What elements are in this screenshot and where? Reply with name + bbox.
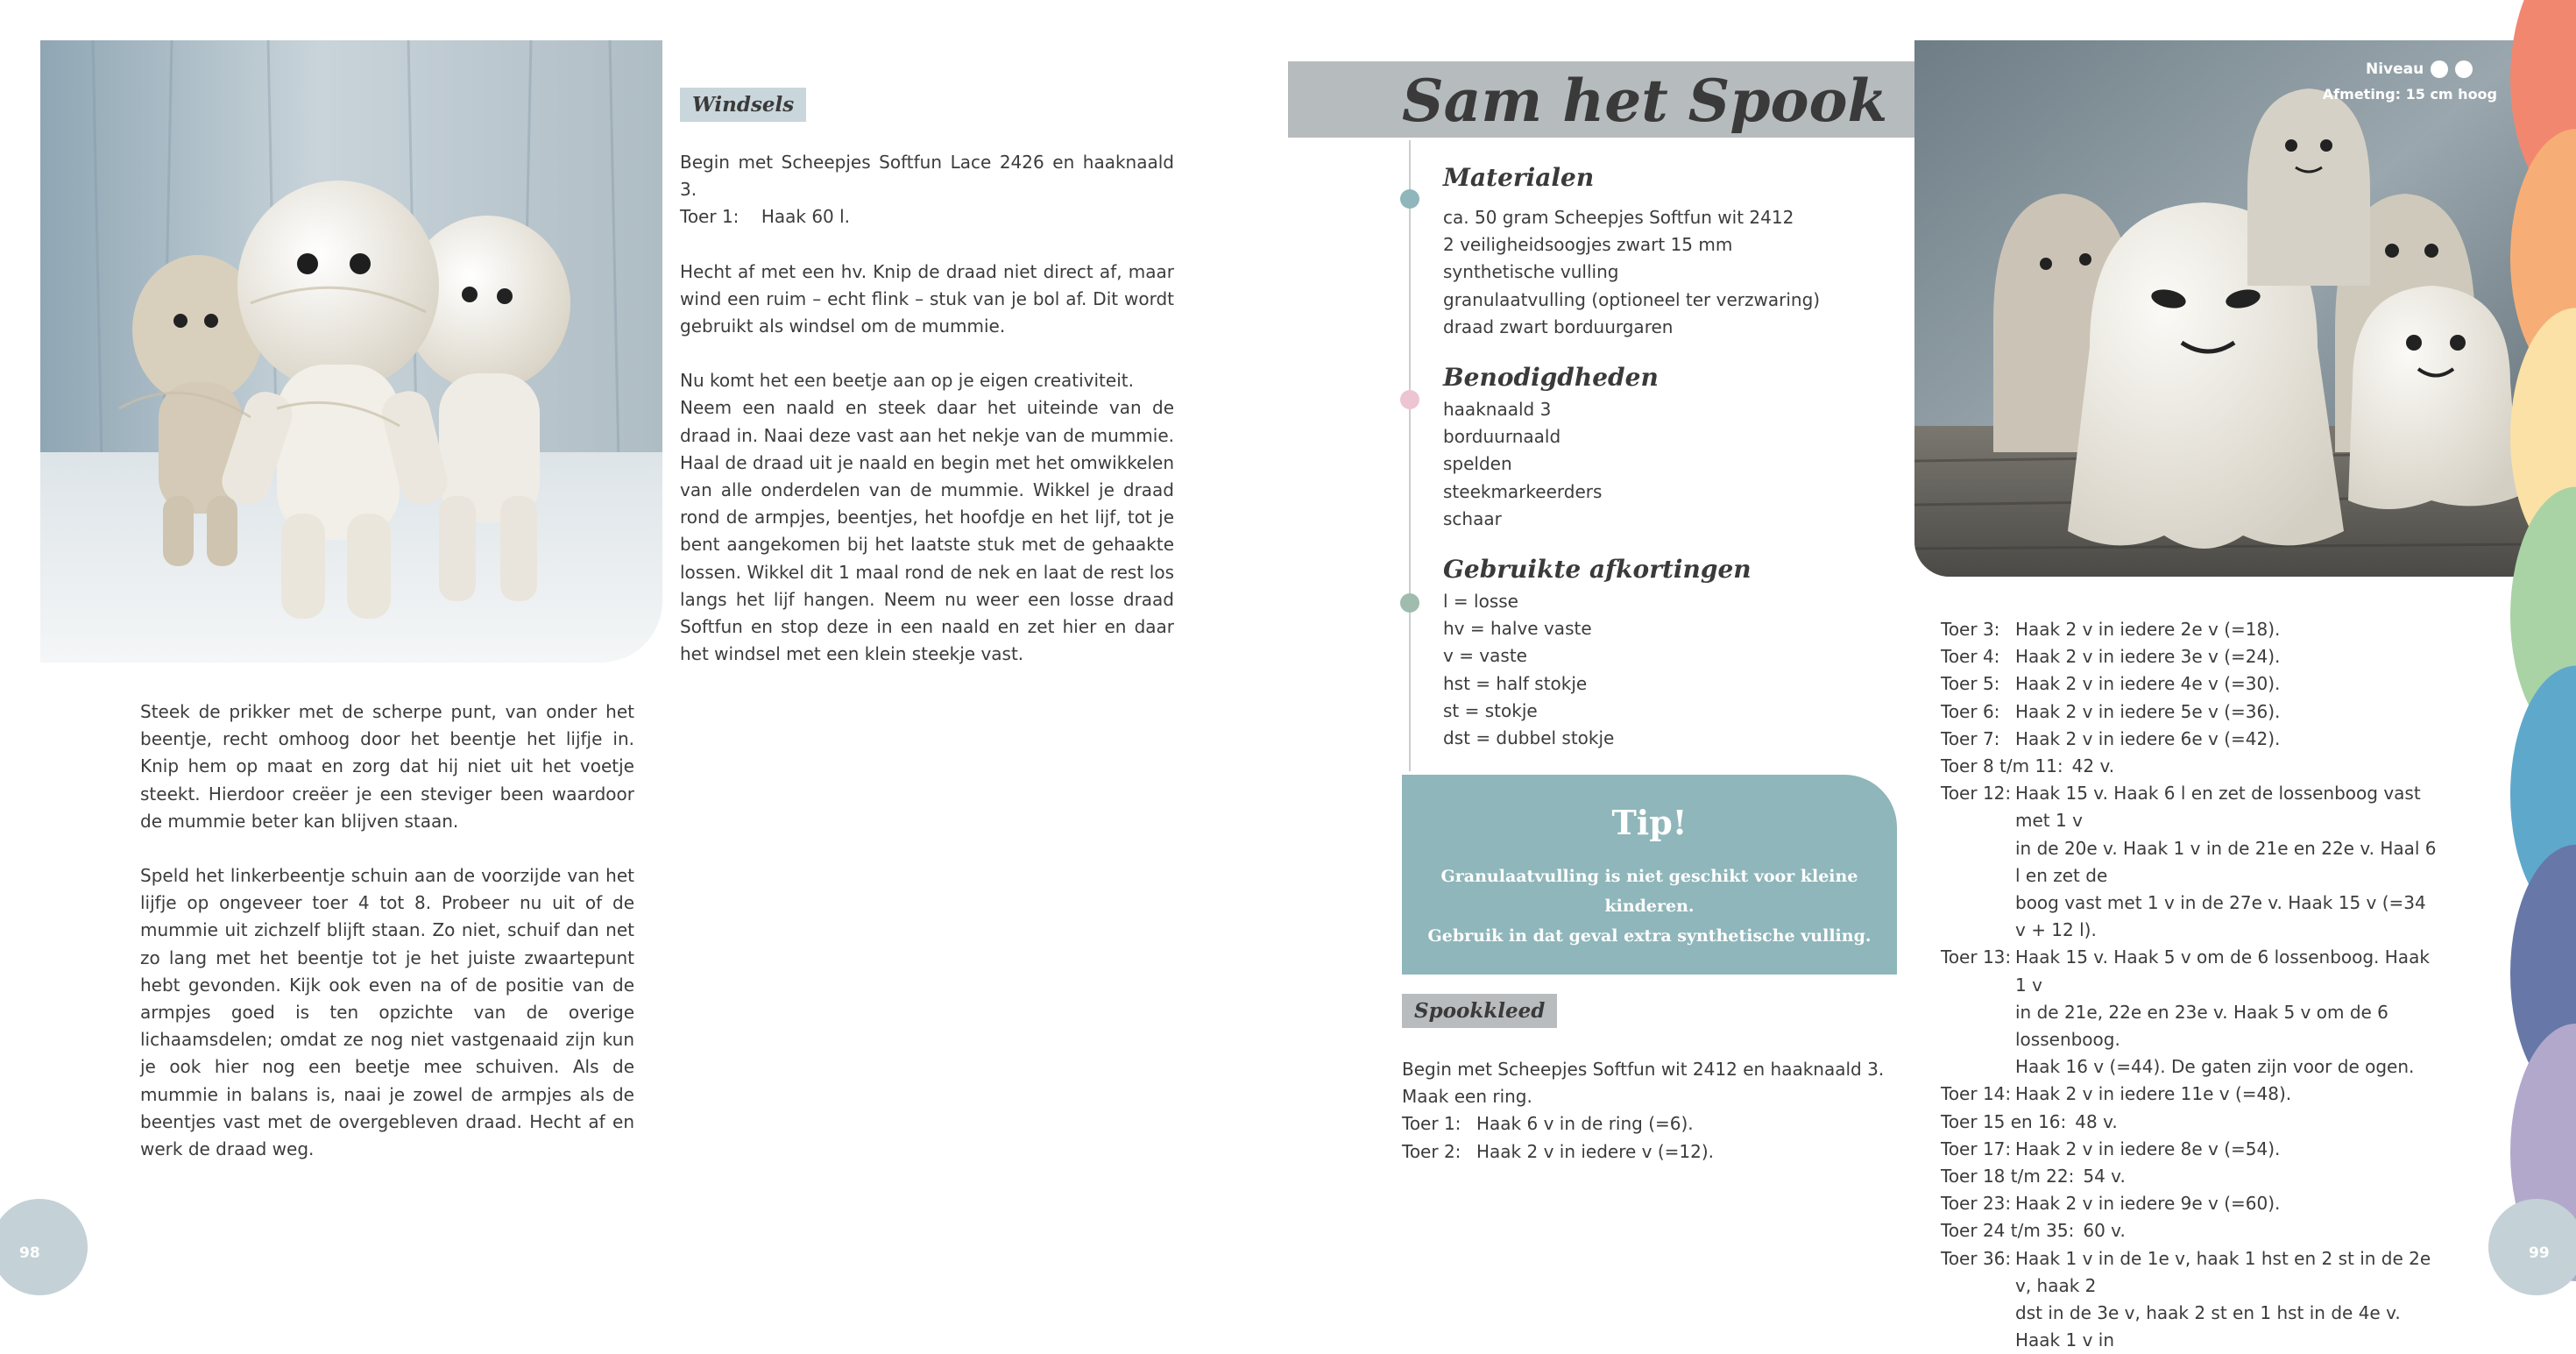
- mummies-photo: [40, 40, 662, 663]
- materialen-item: draad zwart borduurgaren: [1443, 315, 1674, 337]
- spookkleed-text: [1402, 1056, 1897, 1166]
- toer-text-line: dst in de 3e v, haak 2 st en 1 hst in de 4e v. Haak 1 v in: [2015, 1302, 2401, 1351]
- toer-text: [2083, 1217, 2125, 1244]
- toer-text: [2015, 1245, 2440, 1354]
- benodigdheden-item: schaar: [1443, 507, 1502, 529]
- toer-text: [2015, 1081, 2291, 1108]
- afmeting-label: Afmeting: 15 cm hoog: [2322, 86, 2497, 103]
- toer-label: Toer 23:: [1941, 1193, 2012, 1215]
- afkorting-item: v = vaste: [1443, 645, 1527, 667]
- materialen-item: granulaatvulling (optioneel ter verzwaring): [1443, 288, 1821, 310]
- toer-label: Toer 1:: [1402, 1113, 1461, 1135]
- toer-row: [1941, 616, 2440, 643]
- toer-text: [2072, 753, 2114, 780]
- toer-text: [2015, 1136, 2280, 1163]
- toer-row: [1941, 726, 2440, 753]
- toer-label: Toer 24 t/m 35:: [1941, 1220, 2075, 1242]
- spookkleed-intro-1: Begin met Scheepjes Softfun wit 2412 en haaknaald 3.: [1402, 1059, 1885, 1080]
- spookkleed-tag: Spookkleed: [1402, 994, 1557, 1028]
- niveau-indicator: [2366, 58, 2473, 81]
- afkorting-item: st = stokje: [1443, 699, 1538, 721]
- toeren-list: [1941, 616, 2440, 1354]
- benodigdheden-item: spelden: [1443, 453, 1512, 475]
- benodigdheden-dot: [1400, 390, 1419, 409]
- toer-label: Toer 13:: [1941, 946, 2012, 968]
- page-title: Sam het Spook: [1402, 67, 1888, 135]
- toer-label: Toer 14:: [1941, 1083, 2012, 1105]
- windsels-line-2: Toer 1: Haak 60 l.: [680, 206, 851, 228]
- toer-text-line: 48 v.: [2075, 1110, 2118, 1132]
- toer-text: Haak 2 v in iedere v (=12).: [1476, 1140, 1715, 1162]
- toer-label: Toer 6:: [1941, 700, 2000, 722]
- toer-row: [1402, 1138, 1897, 1166]
- page-number-left: [0, 1199, 88, 1295]
- toer-text: [2015, 643, 2280, 670]
- toer-text-line: Haak 2 v in iedere 11e v (=48).: [2015, 1083, 2292, 1105]
- materialen-list: [1443, 204, 1899, 341]
- toer-text: [2015, 1190, 2280, 1217]
- toer-row: [1941, 753, 2440, 780]
- tip-line-2: Gebruik in dat geval extra synthetische vulling.: [1427, 926, 1872, 946]
- toer-label: Toer 18 t/m 22:: [1941, 1166, 2075, 1187]
- benodigdheden-item: haaknaald 3: [1443, 399, 1552, 420]
- windsels-line-creativiteit: Nu komt het een beetje aan op je eigen creativiteit.: [680, 370, 1134, 392]
- toer-row: [1941, 1136, 2440, 1163]
- toer-text-line: Haak 2 v in iedere 9e v (=60).: [2015, 1193, 2281, 1215]
- toer-row: [1941, 944, 2440, 1081]
- toer-text: Haak 6 v in de ring (=6).: [1476, 1113, 1694, 1135]
- toer-text-line: 54 v.: [2083, 1166, 2126, 1187]
- toer-text-line: Haak 2 v in iedere 5e v (=36).: [2015, 700, 2281, 722]
- toer-text-line: in de 21e, 22e en 23e v. Haak 5 v om de 6 lossenboog.: [2015, 1001, 2388, 1051]
- afkorting-item: hst = half stokje: [1443, 672, 1588, 694]
- toer-row: [1402, 1110, 1897, 1138]
- toer-label: Toer 3:: [1941, 619, 2000, 640]
- toer-label: Toer 8 t/m 11:: [1941, 755, 2063, 777]
- toer-row: [1941, 780, 2440, 944]
- prikker-paragraph: Steek de prikker met de scherpe punt, van onder het beentje, recht omhoog door het beentje het lijfje in. Knip hem op maat en zorg dat hij niet uit het voetje steekt. Hierdoor creëer je een steviger been waardoor de mummie beter kan blijven staan.: [140, 701, 634, 832]
- toer-row: [1941, 670, 2440, 698]
- toer-text-line: Haak 16 v (=44). De gaten zijn voor de ogen.: [2015, 1056, 2415, 1078]
- toer-text: [2075, 1109, 2117, 1136]
- toer-text-line: in de 20e v. Haak 1 v in de 21e en 22e v. Haal 6 l en zet de: [2015, 837, 2437, 886]
- afkortingen-dot: [1400, 593, 1419, 613]
- afkorting-item: l = losse: [1443, 591, 1518, 612]
- niveau-dot-2: [2455, 60, 2473, 78]
- materialen-item: synthetische vulling: [1443, 261, 1619, 283]
- toer-text-line: Haak 15 v. Haak 6 l en zet de lossenboog vast met 1 v: [2015, 783, 2421, 832]
- toer-text: [2015, 944, 2440, 1081]
- toer-text: [2015, 726, 2280, 753]
- afkortingen-list: [1443, 588, 1794, 752]
- toer-label: Toer 17:: [1941, 1138, 2012, 1159]
- toer-text: [2015, 698, 2280, 726]
- tip-heading: Tip!: [1611, 803, 1688, 842]
- benodigdheden-list: [1443, 396, 1794, 533]
- page-number-right: [2488, 1199, 2576, 1295]
- toer-label: Toer 5:: [1941, 673, 2000, 695]
- materialen-dot: [1400, 189, 1419, 209]
- tip-line-1: Granulaatvulling is niet geschikt voor kleine kinderen.: [1440, 867, 1858, 916]
- afkorting-item: hv = halve vaste: [1443, 618, 1592, 640]
- toer-row: [1941, 643, 2440, 670]
- windsels-paragraph-hecht: Hecht af met een hv. Knip de draad niet direct af, maar wind een ruim – echt flink – stuk van je bol af. Dit wordt gebruikt als windsel om de mummie.: [680, 260, 1174, 337]
- toer-text-line: 42 v.: [2071, 755, 2115, 777]
- page-number-right-label: 99: [2529, 1244, 2550, 1262]
- section-timeline: [1409, 140, 1411, 771]
- speld-paragraph: Speld het linkerbeentje schuin aan de voorzijde van het lijfje op ongeveer toer 4 tot 8. Probeer nu uit of de mummie uit zichzelf blijft staan. Zo niet, schuif dan net zo lang met het beentje tot je het juiste zwaartepunt hebt gevonden. Kijk ook even na of de positie van de armpjes goed is ten opzichte van de overige lichaamsdelen; omdat ze nog niet vastgenaaid zijn kun je ook hier nog een beetje mee schuiven. Als de mummie in balans is, naai je zowel de armpjes als de beentjes vast met de overgebleven draad. Hecht af en werk de draad weg.: [140, 865, 634, 1160]
- niveau-label: Niveau: [2366, 60, 2424, 78]
- benodigdheden-item: borduurnaald: [1443, 426, 1561, 448]
- toer-text: [2015, 780, 2440, 944]
- benodigdheden-item: steekmarkeerders: [1443, 480, 1603, 502]
- ghosts-illustration: [1914, 40, 2537, 577]
- toer-row: [1941, 1245, 2440, 1354]
- toer-row: [1941, 1081, 2440, 1108]
- materialen-heading: Materialen: [1443, 163, 1595, 192]
- toer-label: Toer 12:: [1941, 783, 2012, 805]
- toer-text-line: Haak 2 v in iedere 4e v (=30).: [2015, 673, 2281, 695]
- toer-text: [2015, 670, 2280, 698]
- materialen-item: 2 veiligheidsoogjes zwart 15 mm: [1443, 234, 1733, 256]
- toer-label: Toer 4:: [1941, 646, 2000, 668]
- mummies-illustration: [40, 40, 662, 663]
- toer-label: Toer 2:: [1402, 1140, 1461, 1162]
- toer-row: [1941, 698, 2440, 726]
- prikker-text: [140, 698, 634, 1163]
- toer-text: [2015, 616, 2280, 643]
- toer-text-line: Haak 2 v in iedere 3e v (=24).: [2015, 646, 2281, 668]
- spookkleed-intro-2: Maak een ring.: [1402, 1086, 1532, 1108]
- afkortingen-heading: Gebruikte afkortingen: [1443, 555, 1752, 584]
- toer-text: [2083, 1163, 2125, 1190]
- toer-text-line: Haak 15 v. Haak 5 v om de 6 lossenboog. Haak 1 v: [2015, 946, 2430, 996]
- windsels-tag: Windsels: [680, 88, 806, 122]
- niveau-dot-1: [2431, 60, 2448, 78]
- toer-row: [1941, 1217, 2440, 1244]
- toer-text-line: Haak 2 v in iedere 6e v (=42).: [2015, 727, 2281, 749]
- page-number-left-label: 98: [19, 1244, 40, 1262]
- toer-row: [1941, 1109, 2440, 1136]
- toer-row: [1941, 1163, 2440, 1190]
- windsels-text: [680, 149, 1174, 668]
- materialen-item: ca. 50 gram Scheepjes Softfun wit 2412: [1443, 207, 1794, 228]
- tip-box: [1402, 775, 1897, 975]
- rainbow-scallop-edge: [2488, 0, 2576, 1288]
- benodigdheden-heading: Benodigdheden: [1443, 363, 1659, 392]
- toer-text-line: Haak 1 v in de 1e v, haak 1 hst en 2 st in de 2e v, haak 2: [2015, 1247, 2431, 1296]
- windsels-paragraph-naald: Neem een naald en steek daar het uiteinde van de draad in. Naai deze vast aan het nekje van de mummie. Haal de draad uit je naald en begin met het omwikkelen van alle onderdelen van de mummie. Wikkel je draad rond de armpjes, beentjes, het hoofdje en het lijf, tot je bent aangekomen bij het laatste stuk met de gehaakte lossen. Wikkel dit 1 maal rond de nek en laat de rest los langs het lijf hangen. Neem nu weer een losse draad Softfun en stop deze in een naald en zet hier en daar het windsel met een klein steekje vast.: [680, 397, 1174, 665]
- toer-label: Toer 15 en 16:: [1941, 1110, 2067, 1132]
- toer-text-line: Haak 2 v in iedere 8e v (=54).: [2015, 1138, 2281, 1159]
- toer-text-line: 60 v.: [2083, 1220, 2126, 1242]
- toer-label: Toer 7:: [1941, 727, 2000, 749]
- toer-label: Toer 36:: [1941, 1247, 2012, 1269]
- windsels-line-1: Begin met Scheepjes Softfun Lace 2426 en haaknaald 3.: [680, 152, 1174, 201]
- ghosts-photo: [1914, 40, 2537, 577]
- toer-row: [1941, 1190, 2440, 1217]
- toer-text-line: Haak 2 v in iedere 2e v (=18).: [2015, 619, 2281, 640]
- toer-text-line: boog vast met 1 v in de 27e v. Haak 15 v (=34 v + 12 l).: [2015, 892, 2426, 941]
- afkorting-item: dst = dubbel stokje: [1443, 727, 1615, 749]
